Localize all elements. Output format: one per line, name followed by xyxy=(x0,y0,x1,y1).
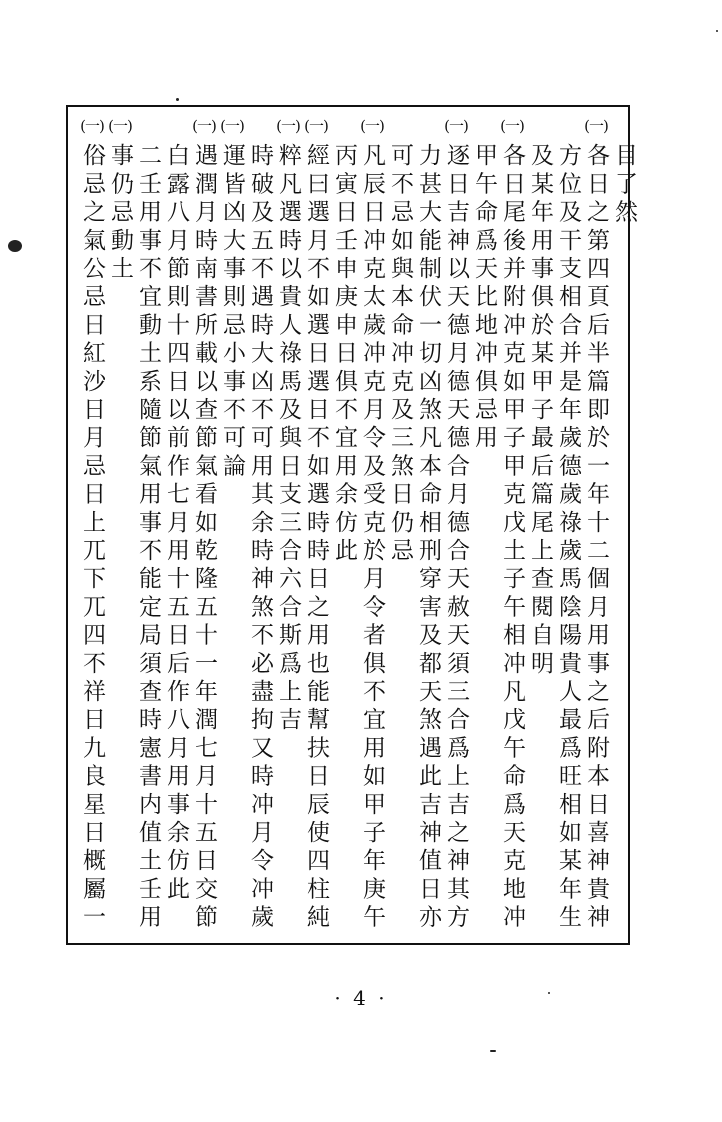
text-column xyxy=(356,117,388,933)
column-marker: (一) xyxy=(276,117,300,135)
text-frame xyxy=(66,105,637,945)
text-column xyxy=(468,117,500,453)
column-marker: (一) xyxy=(584,117,608,135)
column-text: 各日尾後并附冲克如甲子甲克戊土子午相冲凡戊午命爲天克地冲 xyxy=(499,143,525,933)
text-column xyxy=(328,117,360,566)
column-text: 力甚大能制伏一切凶煞凡本命相刑穿害及都天煞遇此吉神值日亦 xyxy=(415,143,441,933)
column-marker: (一) xyxy=(360,117,384,135)
scan-speck xyxy=(716,30,718,32)
page-number: · 4 · xyxy=(334,986,388,1010)
column-text: 凡辰日冲克太歲冲克月令及受克於月令者俱不宜用如甲子年庚午 xyxy=(359,143,385,933)
column-marker: (一) xyxy=(500,117,524,135)
column-text: 粹凡選時以貴人祿馬及與日支三合六合斯爲上吉 xyxy=(275,143,301,736)
column-marker: (一) xyxy=(304,117,328,135)
column-text: 時破及五不遇時大凶不可用其余時神煞不必盡拘又時冲月令冲歲 xyxy=(247,143,273,933)
scan-speck xyxy=(548,992,550,994)
column-text: 俗忌之氣公忌日紅沙日月忌日上兀下兀四不祥日九良星日概屬一 xyxy=(79,143,105,933)
column-text: 白露八月節則十四日以前作七月用十五日后作八月用事余仿此 xyxy=(163,143,189,905)
text-column xyxy=(76,117,108,933)
column-marker: (一) xyxy=(444,117,468,135)
text-column xyxy=(580,117,612,933)
column-text: 甲午命爲天比地冲俱忌用 xyxy=(471,143,497,454)
column-text: 經曰選月不如選日選日不如選時時日之用也能幫扶日辰使四柱純 xyxy=(303,143,329,933)
text-column xyxy=(496,117,528,933)
text-column xyxy=(440,117,472,933)
column-marker: (一) xyxy=(192,117,216,135)
text-column xyxy=(188,117,220,933)
column-text: 各日之第四頁后半篇即於一年十二個月用事之后附本日喜神貴神 xyxy=(583,143,609,933)
text-column xyxy=(216,117,248,481)
scan-speck xyxy=(8,240,22,252)
text-column xyxy=(244,117,276,933)
column-text: 逐日吉神以天德月德天德合月德合天赦天須三合爲上吉之神其方 xyxy=(443,143,469,933)
column-marker: (一) xyxy=(80,117,104,135)
text-column xyxy=(300,117,332,933)
text-column xyxy=(384,117,416,566)
column-text: 方位及干支相合并是年歲德歲祿歲馬陰陽貴人最爲旺相如某年生 xyxy=(555,143,581,933)
column-text: 事仍忌動土 xyxy=(107,143,133,284)
column-text: 及某年用事俱於某甲子最后篇尾上查閱自明 xyxy=(527,143,553,679)
column-text: 遇潤月時南書所載以查節氣看如乾隆五十一年潤七月十五日交節 xyxy=(191,143,217,933)
text-column xyxy=(272,117,304,735)
scan-speck xyxy=(490,1050,496,1052)
column-text: 可不忌如與本命冲克及三煞日仍忌 xyxy=(387,143,413,566)
text-column xyxy=(160,117,192,904)
text-column xyxy=(552,117,584,933)
text-column xyxy=(132,117,164,933)
scan-speck xyxy=(176,98,179,101)
column-text: 目了然 xyxy=(611,143,637,228)
text-column xyxy=(104,117,136,284)
text-column xyxy=(608,117,640,228)
column-text: 丙寅日壬申庚申日俱不宜用余仿此 xyxy=(331,143,357,566)
column-text: 運皆凶大事則忌小事不可論 xyxy=(219,143,245,482)
column-text: 二壬用事不宜動土系隨節氣用事不能定局須查時憲書内值土壬用 xyxy=(135,143,161,933)
column-marker: (一) xyxy=(220,117,244,135)
text-column xyxy=(412,117,444,933)
text-column xyxy=(524,117,556,679)
column-marker: (一) xyxy=(108,117,132,135)
